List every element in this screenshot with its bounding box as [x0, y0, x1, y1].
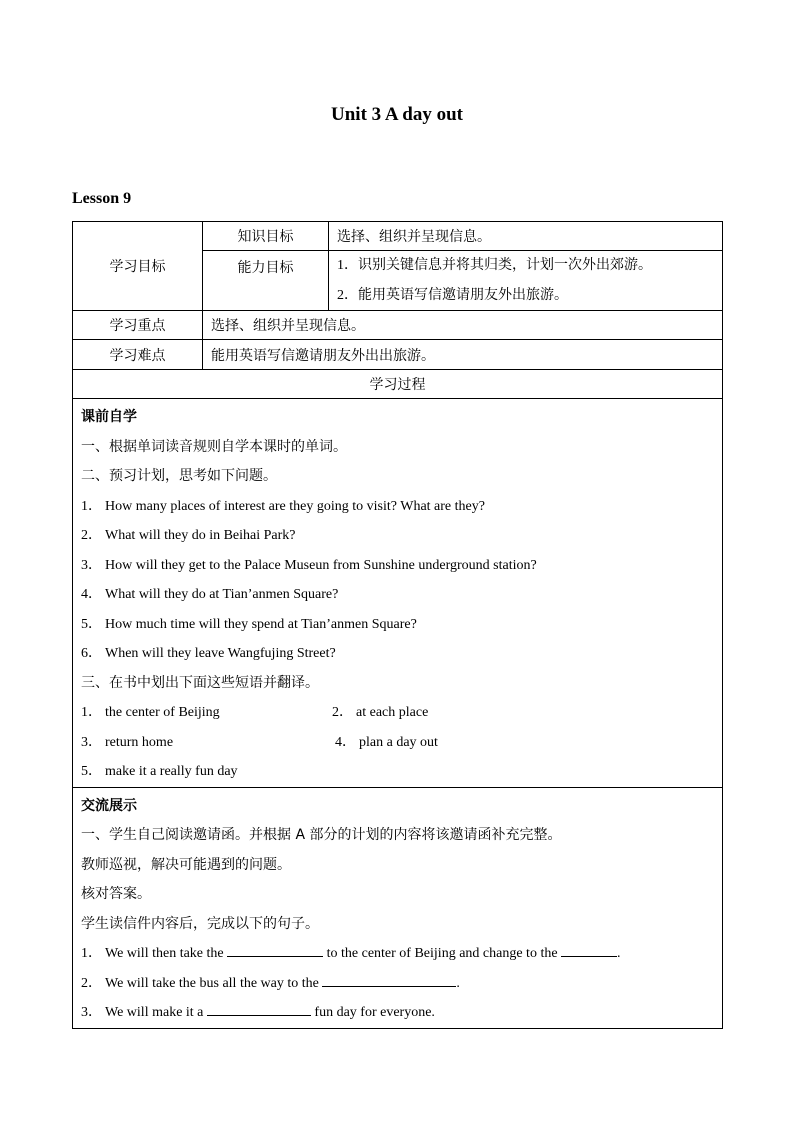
fill-sentence: 2． We will take the bus all the way to the . [73, 969, 722, 999]
fill-sentence: 1． We will then take the to the center of Beijing and change to the . [73, 939, 722, 969]
preview-step-3: 三、在书中划出下面这些短语并翻译。 [81, 674, 319, 691]
preview-step-1: 一、根据单词读音规则自学本课时的单词。 [81, 438, 347, 455]
phrase-row: 3． return home 4． plan a day out [81, 734, 438, 750]
answer-blank[interactable] [322, 973, 456, 987]
lesson-heading: Lesson 9 [72, 190, 132, 207]
question-item: 4． What will they do at Tian’anmen Square? [81, 587, 339, 602]
ability-goal-label: 能力目标 [203, 251, 329, 311]
difficulties-text: 能用英语写信邀请朋友外出出旅游。 [203, 340, 723, 370]
difficulties-label: 学习难点 [73, 340, 203, 370]
exchange-line-4: 学生读信件内容后，完成以下的句子。 [81, 915, 319, 932]
key-points-text: 选择、组织并呈现信息。 [203, 311, 723, 340]
preview-heading: 课前自学 [81, 409, 137, 425]
ability-goal-list [329, 251, 723, 311]
ability-goal-item: 2．能用英语写信邀请朋友外出旅游。 [337, 286, 568, 303]
ability-goal-item: 1．识别关键信息并将其归类，计划一次外出郊游。 [337, 257, 652, 273]
exchange-line-2: 教师巡视，解决可能遇到的问题。 [81, 856, 291, 873]
objectives-label: 学习目标 [73, 222, 203, 311]
question-item: 2． What will they do in Beihai Park? [81, 528, 296, 543]
lesson-plan-table [72, 221, 723, 1029]
question-item: 1． How many places of interest are they going to visit? What are they? [81, 498, 485, 514]
key-points-label: 学习重点 [73, 311, 203, 340]
phrase-row: 5． make it a really fun day [81, 764, 238, 779]
phrase-row: 1． the center of Beijing 2． at each place [81, 705, 429, 720]
exchange-line-3: 核对答案。 [81, 886, 151, 902]
exchange-step-1: 一、学生自己阅读邀请函。并根据 A 部分的计划的内容将该邀请函补充完整。 [81, 827, 562, 843]
answer-blank[interactable] [561, 943, 617, 957]
question-item: 6． When will they leave Wangfujing Street? [81, 646, 336, 661]
knowledge-goal-text: 选择、组织并呈现信息。 [329, 222, 723, 251]
answer-blank[interactable] [207, 1002, 311, 1016]
knowledge-goal-label: 知识目标 [203, 222, 329, 251]
page-title: Unit 3 A day out [331, 104, 463, 125]
preview-section [73, 399, 723, 788]
question-item: 3． How will they get to the Palace Museun from Sunshine underground station? [81, 557, 537, 573]
answer-blank[interactable] [227, 943, 323, 957]
process-header: 学习过程 [73, 370, 723, 399]
preview-step-2: 二、预习计划，思考如下问题。 [81, 468, 277, 484]
question-item: 5． How much time will they spend at Tian’anmen Square? [81, 616, 417, 632]
fill-sentence: 3． We will make it a fun day for everyone. [73, 998, 722, 1028]
exchange-heading: 交流展示 [81, 797, 137, 814]
exchange-section [73, 787, 723, 1028]
